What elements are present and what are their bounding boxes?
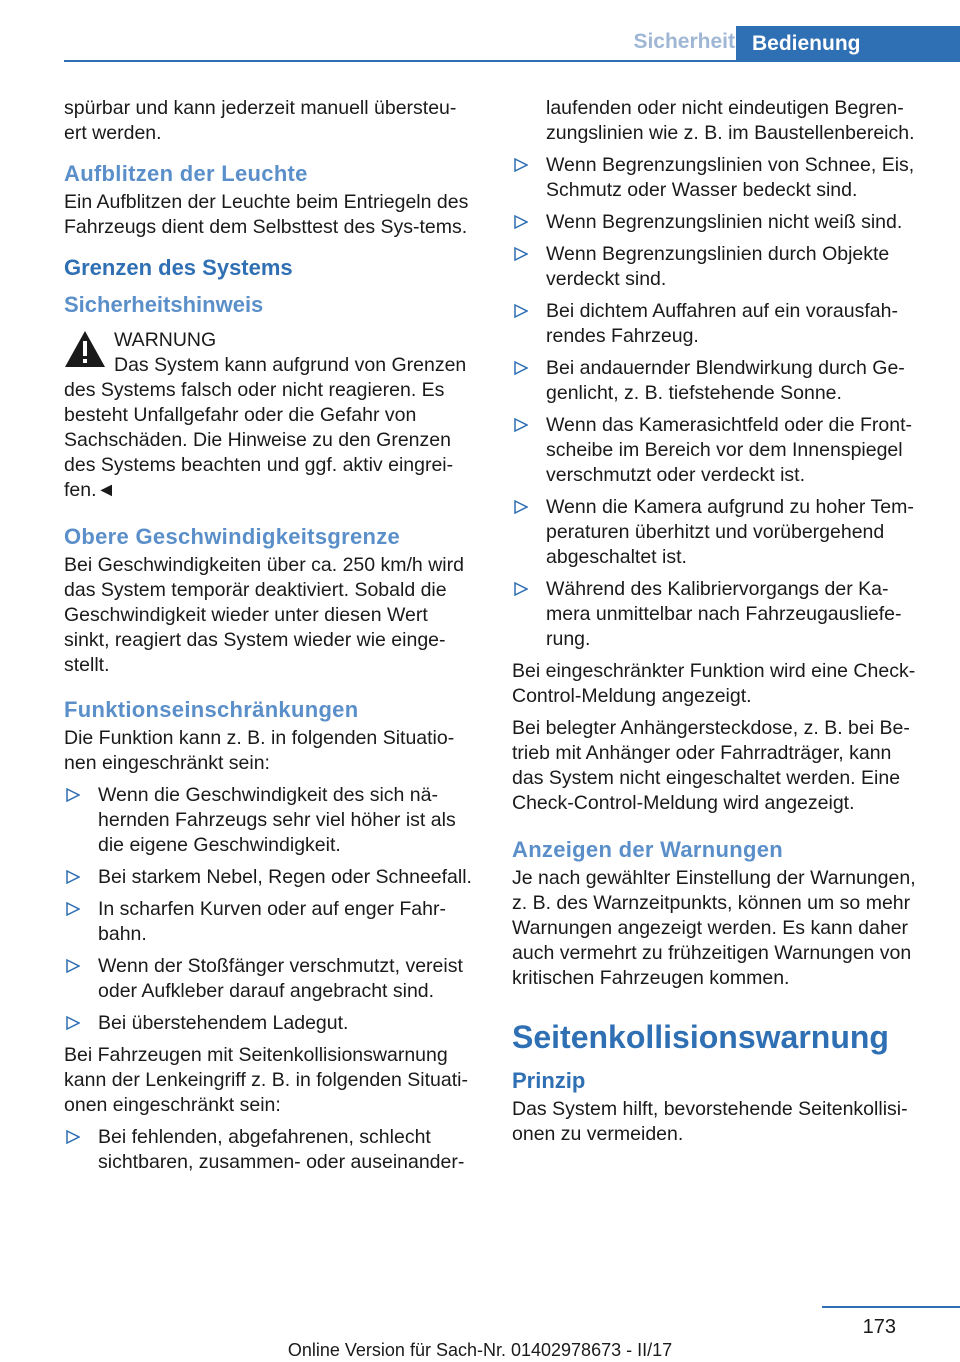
lenkeingriff-list-continued — [512, 96, 928, 652]
heading-aufblitzen: Aufblitzen der Leuchte — [64, 161, 308, 186]
funktion-list — [64, 783, 478, 1036]
list-item-text: Bei fehlenden, abgefahrenen, schlecht sichtbaren, zusammen- oder auseinander- — [98, 1126, 465, 1173]
list-item — [512, 153, 928, 203]
anzeigen-paragraph: Je nach gewählter Einstellung der Warnungen, z. B. des Warnzeitpunkts, können um so mehr Warnungen angezeigt werden. Es kann daher auch vermehrt zu frühzeitigen Warnungen von kritischen Fahrzeugen kommen. — [512, 867, 916, 989]
header-rule — [64, 60, 960, 62]
list-item — [512, 356, 928, 406]
check-control-paragraph: Bei eingeschränkter Funktion wird eine Check-Control-Meldung angezeigt. — [512, 660, 916, 707]
heading-seitenkollisionswarnung: Seitenkollisionswarnung — [512, 1019, 889, 1055]
warning-text: Das System kann aufgrund von Grenzen des Systems falsch oder nicht reagieren. Es besteht Unfallgefahr oder die Gefahr von Sachschäden. Die Hinweise zu den Grenzen des Systems beachten und ggf. aktiv eingrei-fen.◄ — [64, 354, 467, 501]
list-item-text: laufenden oder nicht eindeutigen Begren-zungslinien wie z. B. im Baustellenbereich. — [546, 97, 915, 144]
list-item — [512, 242, 928, 292]
list-item-text: Bei dichtem Auffahren auf ein vorausfah-rendes Fahrzeug. — [546, 300, 898, 347]
page-number: 173 — [862, 1316, 896, 1338]
online-version-text: Online Version für Sach-Nr. 01402978673 - II/17 — [287, 1340, 673, 1360]
triangle-bullet-icon — [514, 500, 528, 514]
list-item — [512, 413, 928, 488]
list-item-text: Bei überstehendem Ladegut. — [98, 1012, 349, 1034]
list-item — [512, 210, 928, 235]
triangle-bullet-icon — [66, 1016, 80, 1030]
triangle-bullet-icon — [514, 247, 528, 261]
triangle-bullet-icon — [514, 215, 528, 229]
heading-obere-geschwindigkeitsgrenze: Obere Geschwindigkeitsgrenze — [64, 524, 401, 549]
triangle-bullet-icon — [66, 902, 80, 916]
right-column — [512, 96, 928, 1154]
obere-paragraph: Bei Geschwindigkeiten über ca. 250 km/h wird das System temporär deaktiviert. Sobald die Geschwindigkeit wieder unter diesen Wert sinkt, reagiert das System wieder wie einge-stellt. — [64, 554, 464, 676]
triangle-bullet-icon — [514, 418, 528, 432]
heading-anzeigen-der-warnungen: Anzeigen der Warnungen — [512, 837, 784, 862]
list-item-text: Wenn die Geschwindigkeit des sich nä-hernden Fahrzeugs sehr viel höher ist als die eigene Geschwindigkeit. — [98, 784, 456, 856]
list-item — [64, 865, 478, 890]
triangle-bullet-icon — [514, 304, 528, 318]
funktion-paragraph: Die Funktion kann z. B. in folgenden Situatio-nen eingeschränkt sein: — [64, 727, 455, 774]
warning-block — [64, 328, 478, 503]
left-column — [64, 96, 478, 1182]
heading-prinzip: Prinzip — [512, 1068, 586, 1093]
triangle-bullet-icon — [66, 788, 80, 802]
list-item — [512, 577, 928, 652]
footer-rule — [822, 1306, 960, 1308]
heading-sicherheitshinweis: Sicherheitshinweis — [64, 292, 264, 317]
triangle-bullet-icon — [66, 959, 80, 973]
triangle-bullet-icon — [66, 1130, 80, 1144]
list-item-text: Wenn das Kamerasichtfeld oder die Front-scheibe im Bereich vor dem Innenspiegel verschmutzt oder verdeckt ist. — [546, 414, 912, 486]
triangle-bullet-icon — [66, 870, 80, 884]
aufblitzen-paragraph: Ein Aufblitzen der Leuchte beim Entriegeln des Fahrzeugs dient dem Selbsttest des Sys-tems. — [64, 191, 469, 238]
triangle-bullet-icon — [514, 582, 528, 596]
list-item — [64, 897, 478, 947]
header-tab-sicherheit: Sicherheit — [633, 30, 735, 53]
list-item-text: Wenn die Kamera aufgrund zu hoher Tem-peraturen überhitzt und vorübergehend abgeschaltet ist. — [546, 496, 914, 568]
list-item-text: Wenn Begrenzungslinien von Schnee, Eis, Schmutz oder Wasser bedeckt sind. — [546, 154, 915, 201]
warning-triangle-icon — [64, 330, 106, 368]
list-item — [64, 954, 478, 1004]
intro-paragraph: spürbar und kann jederzeit manuell übersteu-ert werden. — [64, 97, 457, 144]
triangle-bullet-icon — [514, 158, 528, 172]
prinzip-paragraph: Das System hilft, bevorstehende Seitenkollisi-onen zu vermeiden. — [512, 1098, 908, 1145]
list-item — [64, 1011, 478, 1036]
list-item — [64, 783, 478, 858]
list-item — [512, 299, 928, 349]
lenkeingriff-list — [64, 1125, 478, 1175]
warning-label: WARNUNG — [114, 329, 217, 351]
list-item-text: Wenn Begrenzungslinien durch Objekte verdeckt sind. — [546, 243, 890, 290]
list-item-continued — [512, 96, 928, 146]
heading-funktionseinschraenkungen: Funktionseinschränkungen — [64, 697, 359, 722]
anhaenger-paragraph: Bei belegter Anhängersteckdose, z. B. bei Be-trieb mit Anhänger oder Fahrradträger, kann das System nicht eingeschaltet werden. Eine Check-Control-Meldung wird angezeigt. — [512, 717, 910, 814]
heading-grenzen: Grenzen des Systems — [64, 255, 293, 280]
list-item-text: Bei starkem Nebel, Regen oder Schneefall. — [98, 866, 472, 888]
header-tab-bedienung: Bedienung — [736, 26, 960, 62]
list-item-text: Bei andauernder Blendwirkung durch Ge-genlicht, z. B. tiefstehende Sonne. — [546, 357, 905, 404]
list-item-text: Wenn Begrenzungslinien nicht weiß sind. — [546, 211, 903, 233]
triangle-bullet-icon — [514, 361, 528, 375]
list-item-text: Wenn der Stoßfänger verschmutzt, vereist oder Aufkleber darauf angebracht sind. — [98, 955, 463, 1002]
list-item — [64, 1125, 478, 1175]
list-item-text: In scharfen Kurven oder auf enger Fahr-bahn. — [98, 898, 446, 945]
list-item-text: Während des Kalibriervorgangs der Ka-mera unmittelbar nach Fahrzeugausliefe-rung. — [546, 578, 902, 650]
lenkeingriff-paragraph: Bei Fahrzeugen mit Seitenkollisionswarnung kann der Lenkeingriff z. B. in folgenden Situati-onen eingeschränkt sein: — [64, 1044, 468, 1116]
page-header — [64, 26, 960, 62]
list-item — [512, 495, 928, 570]
